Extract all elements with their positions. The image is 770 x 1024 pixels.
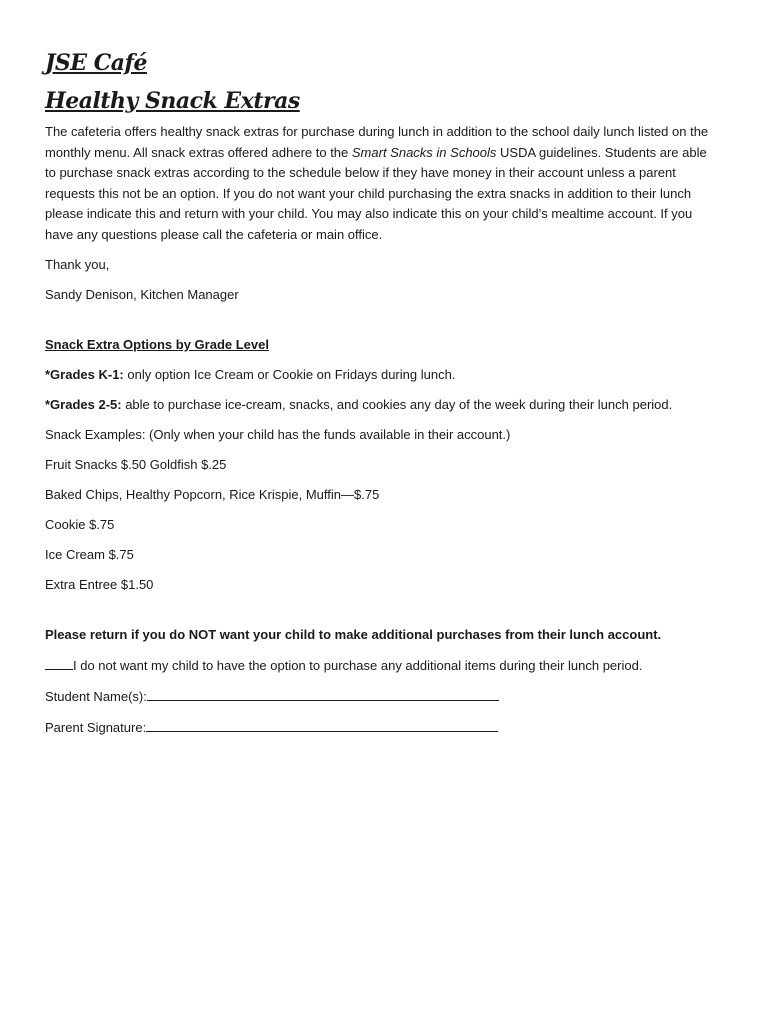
page-subtitle: Healthy Snack Extras	[45, 88, 300, 114]
intro-text-2: USDA guidelines. Students are able to purchase snack extras according to the schedule below if they have money in their account unless a parent requests this not be an option. If you do not want your child purchasing the extra snacks in addition to their lunch please indicate this and return with your child. You may also indicate this on your child’s mealtime account. If you have any questions please call the cafeteria or main office.	[45, 144, 707, 242]
snack-examples-intro: Snack Examples: (Only when your child has the funds available in their account.)	[45, 427, 511, 442]
student-name-field[interactable]	[147, 686, 499, 701]
options-heading: Snack Extra Options by Grade Level	[45, 337, 269, 352]
parent-signature-label: Parent Signature:	[45, 720, 147, 735]
grades-k1-line	[45, 365, 725, 385]
intro-text-1: The cafeteria offers healthy snack extras for purchase during lunch in addition to the school daily lunch listed on the monthly menu. All snack extras offered adhere to the	[45, 124, 709, 160]
snack-item: Cookie $.75	[45, 517, 115, 532]
grades-25-line	[45, 395, 725, 415]
parent-signature-field[interactable]	[146, 717, 498, 732]
student-name-line	[45, 686, 725, 707]
page-title: JSE Café	[45, 50, 147, 76]
spacer	[45, 605, 725, 625]
document-page	[45, 44, 725, 748]
parent-signature-line	[45, 717, 725, 738]
closing-signature: Sandy Denison, Kitchen Manager	[45, 287, 239, 302]
grades-25-text: able to purchase ice-cream, snacks, and cookies any day of the week during their lunch period.	[121, 397, 673, 412]
optout-line	[45, 655, 725, 676]
snack-item: Ice Cream $.75	[45, 547, 134, 562]
student-name-label: Student Name(s):	[45, 689, 147, 704]
grades-25-label: *Grades 2-5:	[45, 397, 122, 412]
snack-item: Baked Chips, Healthy Popcorn, Rice Krispie, Muffin—$.75	[45, 487, 380, 502]
grades-k1-label: *Grades K-1:	[45, 367, 124, 382]
grades-k1-text: only option Ice Cream or Cookie on Fridays during lunch.	[123, 367, 456, 382]
optout-text: I do not want my child to have the option to purchase any additional items during their lunch period.	[73, 658, 643, 673]
spacer	[45, 315, 725, 335]
snack-item: Extra Entree $1.50	[45, 577, 154, 592]
return-instruction: Please return if you do NOT want your child to make additional purchases from their lunch account.	[45, 627, 662, 642]
closing-thanks: Thank you,	[45, 257, 110, 272]
intro-italic-program: Smart Snacks in Schools	[351, 144, 497, 160]
optout-checkbox-blank[interactable]	[45, 655, 73, 670]
snack-item: Fruit Snacks $.50 Goldfish $.25	[45, 457, 227, 472]
intro-paragraph	[45, 122, 720, 245]
